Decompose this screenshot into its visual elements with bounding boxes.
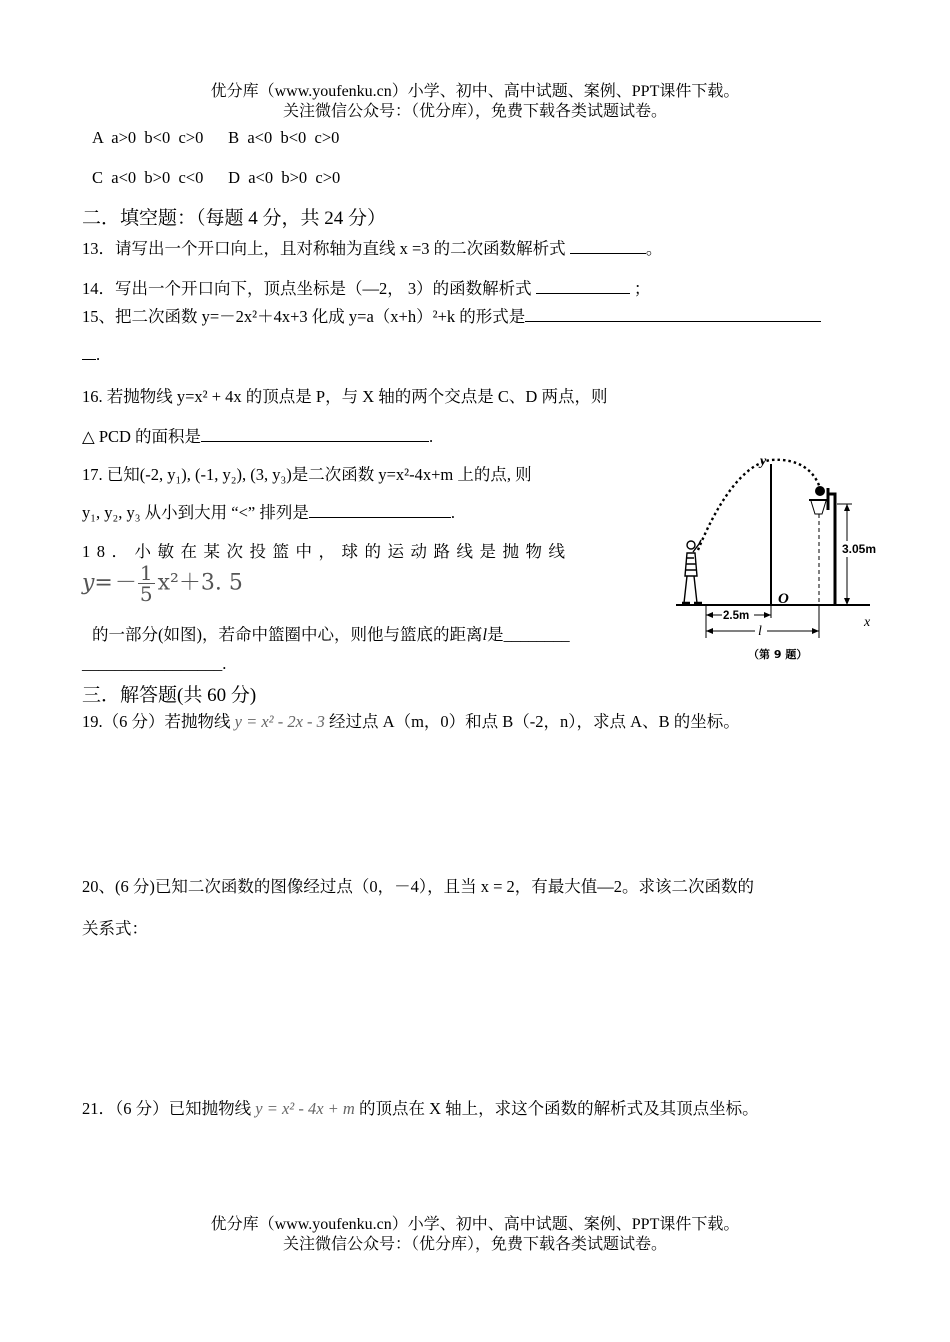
q18-formula-suffix: x²＋3. 5 bbox=[157, 570, 243, 596]
header-line-2: 关注微信公众号：（优分库），免费下载各类试题试卷。 bbox=[282, 103, 667, 120]
hoop-net bbox=[811, 501, 826, 514]
x-axis-label: x bbox=[864, 615, 871, 630]
height-label: 3.05m bbox=[842, 542, 877, 556]
question-18-line-4: _________________. bbox=[82, 654, 227, 673]
ball-trajectory bbox=[698, 460, 820, 550]
q19-formula: y = x² - 2x - 3 bbox=[234, 712, 325, 731]
question-14 bbox=[82, 275, 650, 299]
question-17: 17. 已知(-2, y₁), (-1, y₂), (3, y₃)是二次函数 y=x²-4x+m 上的点, 则 bbox=[82, 465, 532, 484]
q15-blank-2 bbox=[82, 345, 96, 360]
q21-post: 的顶点在 X 轴上，求这个函数的解析式及其顶点坐标。 bbox=[358, 1099, 759, 1118]
question-17-line-2 bbox=[82, 499, 455, 523]
footer-line-2: 关注微信公众号：（优分库），免费下载各类试题试卷。 bbox=[282, 1236, 667, 1253]
question-16-line-2 bbox=[82, 423, 433, 447]
origin-label: O bbox=[778, 591, 789, 607]
dim-2-5m-arrow-right bbox=[764, 612, 771, 618]
q14-end: ； bbox=[633, 279, 651, 298]
q15-text: 15、把二次函数 y=－2x²＋4x+3 化成 y=a（x+h）²+k 的形式是 bbox=[82, 307, 526, 326]
q14-blank bbox=[536, 279, 630, 294]
q18-var-l: l bbox=[482, 625, 488, 644]
basketball-figure-svg bbox=[672, 448, 882, 666]
hoop-pole bbox=[828, 494, 835, 605]
q17-line2: y₁, y₂, y₃ 从小到大用 “<” 排列是 bbox=[82, 503, 309, 522]
q18-fraction-num: 1 bbox=[139, 561, 153, 585]
question-18: 18．小敏在某次投篮中，球的运动路线是抛物线 bbox=[82, 542, 572, 561]
dim-l-label: l bbox=[758, 624, 762, 639]
q17-blank bbox=[309, 503, 451, 518]
question-16: 16. 若抛物线 y=x² + 4x 的顶点是 P，与 X 轴的两个交点是 C、D 两点，则 bbox=[82, 387, 608, 406]
section-2-title: 二．填空题：（每题 4 分，共 24 分） bbox=[82, 208, 387, 229]
question-13 bbox=[82, 235, 662, 259]
q21-formula: y = x² - 4x + m bbox=[255, 1099, 355, 1118]
q17-end: . bbox=[450, 503, 455, 522]
q16-end: . bbox=[429, 427, 434, 446]
options-row-1: A a>0 b<0 c>0 B a<0 b<0 c>0 bbox=[92, 128, 340, 147]
q18-formula-prefix: y=－ bbox=[82, 570, 135, 596]
q16-blank bbox=[201, 427, 429, 442]
question-15-line-2 bbox=[82, 345, 100, 365]
q21-pre: 21．（6 分）已知抛物线 bbox=[82, 1099, 252, 1118]
question-18-line-3 bbox=[92, 621, 570, 645]
options-row-2: C a<0 b>0 c<0 D a<0 b>0 c>0 bbox=[92, 168, 341, 187]
height-arrow-bottom bbox=[844, 598, 850, 605]
q18-fraction bbox=[138, 563, 155, 604]
question-15 bbox=[82, 303, 821, 327]
dim-l-arrow-left bbox=[706, 628, 713, 634]
q18-fraction-den: 5 bbox=[139, 582, 153, 606]
q18-formula bbox=[82, 563, 243, 604]
question-20: 20、(6 分)已知二次函数的图像经过点（0，－4），且当 x = 2，有最大值—2。求该二次函数的 bbox=[82, 877, 755, 896]
dim-l-arrow-right bbox=[812, 628, 819, 634]
q16-line2: △ PCD 的面积是 bbox=[82, 427, 202, 446]
q18-line3-end: 是________ bbox=[487, 625, 570, 644]
q19-pre: 19.（6 分）若抛物线 bbox=[82, 712, 231, 731]
q13-end: 。 bbox=[645, 239, 663, 258]
y-axis-label: y bbox=[760, 454, 767, 469]
dim-2-5m-arrow-left bbox=[706, 612, 713, 618]
height-arrow-top bbox=[844, 504, 850, 511]
header-line-1: 优分库（www.youfenku.cn）小学、初中、高中试题、案例、PPT课件下载。 bbox=[210, 83, 740, 100]
question-20-line-2: 关系式： bbox=[82, 919, 148, 938]
q13-text: 13．请写出一个开口向上，且对称轴为直线 x =3 的二次函数解析式 bbox=[82, 239, 566, 258]
question-19 bbox=[82, 708, 740, 732]
figure-caption: （第 9 题） bbox=[748, 648, 808, 661]
q15-blank bbox=[525, 307, 821, 322]
basketball-figure bbox=[672, 448, 882, 666]
q19-post: 经过点 A（m，0）和点 B（-2，n），求点 A、B 的坐标。 bbox=[329, 712, 740, 731]
ball-icon bbox=[815, 486, 825, 496]
footer-line-1: 优分库（www.youfenku.cn）小学、初中、高中试题、案例、PPT课件下载。 bbox=[210, 1216, 740, 1233]
q13-blank bbox=[570, 239, 646, 254]
q18-line3: 的一部分(如图)，若命中篮圈中心，则他与篮底的距离 bbox=[92, 625, 483, 644]
q15-line2-end: . bbox=[96, 345, 101, 364]
section-3-title: 三．解答题(共 60 分) bbox=[82, 685, 257, 706]
dim-2-5m-label: 2.5m bbox=[723, 610, 750, 622]
question-21 bbox=[82, 1095, 759, 1119]
q14-text: 14．写出一个开口向下，顶点坐标是（—2， 3）的函数解析式 bbox=[82, 279, 532, 298]
